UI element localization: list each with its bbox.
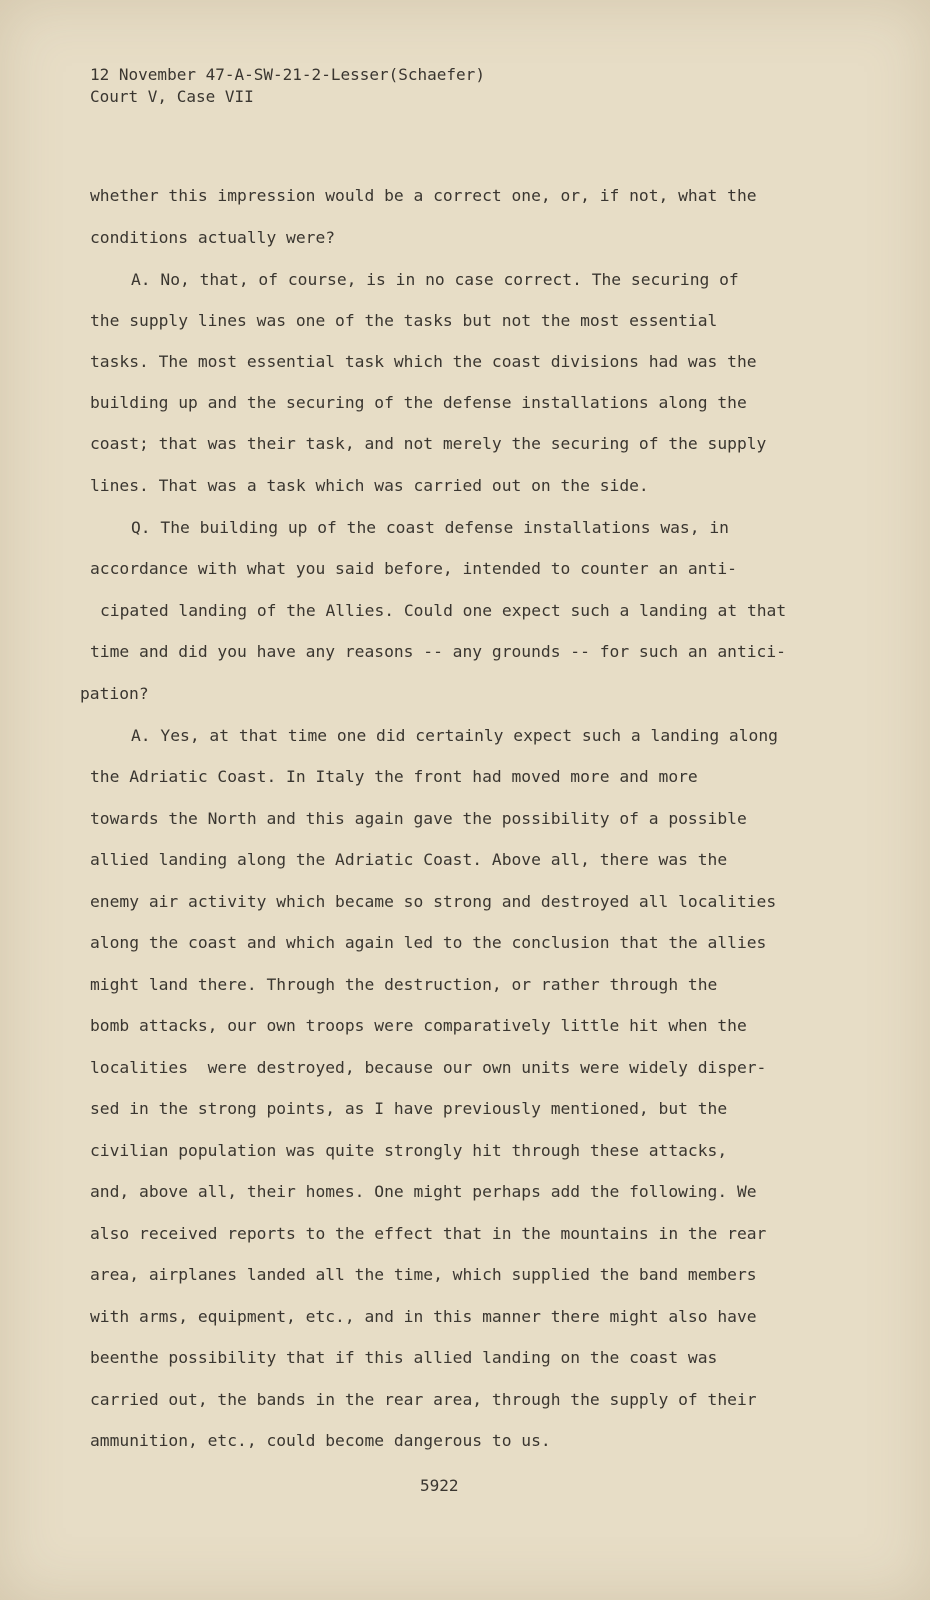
text-line: Q. The building up of the coast defense installations was, in bbox=[131, 518, 729, 537]
text-line: allied landing along the Adriatic Coast. Above all, there was the bbox=[90, 850, 728, 869]
text-line: whether this impression would be a correct one, or, if not, what the bbox=[90, 186, 757, 205]
document-header bbox=[90, 64, 485, 108]
text-line: might land there. Through the destruction, or rather through the bbox=[90, 975, 718, 994]
text-line: area, airplanes landed all the time, which supplied the band members bbox=[90, 1265, 757, 1284]
text-line: lines. That was a task which was carried out on the side. bbox=[90, 476, 649, 495]
text-line: coast; that was their task, and not merely the securing of the supply bbox=[90, 434, 767, 453]
text-line: also received reports to the effect that in the mountains in the rear bbox=[90, 1224, 767, 1243]
header-court-case: Court V, Case VII bbox=[90, 87, 254, 106]
text-line: building up and the securing of the defense installations along the bbox=[90, 393, 747, 412]
text-line: the Adriatic Coast. In Italy the front had moved more and more bbox=[90, 767, 698, 786]
text-line: time and did you have any reasons -- any grounds -- for such an antici- bbox=[90, 642, 786, 661]
text-line: A. No, that, of course, is in no case correct. The securing of bbox=[131, 270, 739, 289]
page-number: 5922 bbox=[420, 1476, 459, 1495]
text-line: enemy air activity which became so strong and destroyed all localities bbox=[90, 892, 777, 911]
text-line: sed in the strong points, as I have previously mentioned, but the bbox=[90, 1099, 728, 1118]
text-line: conditions actually were? bbox=[90, 228, 336, 247]
text-line: carried out, the bands in the rear area, through the supply of their bbox=[90, 1390, 757, 1409]
text-line: tasks. The most essential task which the coast divisions had was the bbox=[90, 352, 757, 371]
text-line: and, above all, their homes. One might perhaps add the following. We bbox=[90, 1182, 757, 1201]
text-line: along the coast and which again led to the conclusion that the allies bbox=[90, 933, 767, 952]
text-line: pation? bbox=[80, 684, 149, 703]
text-line: A. Yes, at that time one did certainly expect such a landing along bbox=[131, 726, 778, 745]
text-line: civilian population was quite strongly hit through these attacks, bbox=[90, 1141, 728, 1160]
text-line: localities were destroyed, because our own units were widely disper- bbox=[90, 1058, 767, 1077]
text-line: beenthe possibility that if this allied landing on the coast was bbox=[90, 1348, 718, 1367]
header-date-reference: 12 November 47-A-SW-21-2-Lesser(Schaefer) bbox=[90, 65, 485, 84]
text-line: with arms, equipment, etc., and in this manner there might also have bbox=[90, 1307, 757, 1326]
text-line: bomb attacks, our own troops were comparatively little hit when the bbox=[90, 1016, 747, 1035]
text-line: cipated landing of the Allies. Could one expect such a landing at that bbox=[100, 601, 787, 620]
text-line: ammunition, etc., could become dangerous to us. bbox=[90, 1431, 551, 1450]
text-line: towards the North and this again gave the possibility of a possible bbox=[90, 809, 747, 828]
text-line: the supply lines was one of the tasks but not the most essential bbox=[90, 311, 718, 330]
text-line: accordance with what you said before, intended to counter an anti- bbox=[90, 559, 737, 578]
